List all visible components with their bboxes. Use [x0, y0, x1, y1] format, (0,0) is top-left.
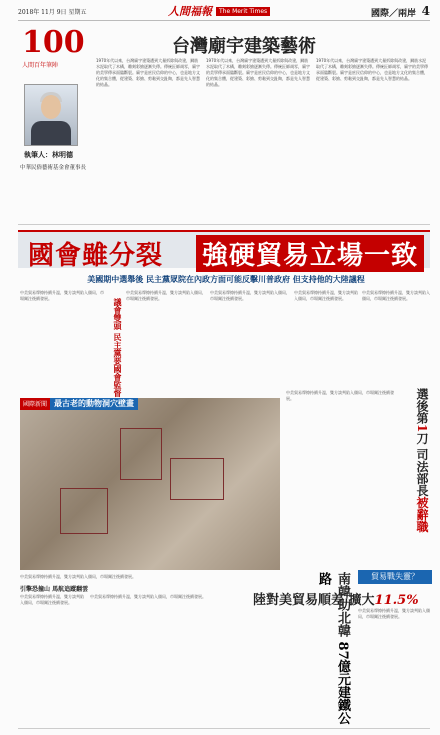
centennial-logo — [22, 25, 86, 80]
banner-left: 國會雖分裂 — [28, 241, 164, 271]
masthead-logo: 人間福報 — [168, 5, 212, 18]
headline-banner — [18, 230, 430, 271]
story-col-5: 中美貿易摩擦持續升溫，雙方談判陷入僵局，市場關注後續發展。 — [362, 290, 430, 301]
photo-tag: 國際新聞 — [20, 398, 50, 410]
logo-number: 100 — [22, 25, 85, 60]
story-col-1: 中美貿易摩擦持續升溫，雙方談判陷入僵局，市場關注後續發展。 — [20, 290, 104, 301]
photo-label — [20, 398, 138, 410]
right-head-a: 選後第 — [415, 388, 429, 424]
author-title: 中華民俗藝術基金會董事長 — [20, 165, 87, 171]
column-body-3: 1970年代以來，台灣廟宇建築遭到大量拆除與改建，鋼筋水泥取代了木構，雕刻彩繪逐漸失傳。傳統匠師凋零，廟宇的美學傳承面臨斷裂。廟宇是庶民信仰的中心，也是地方文化的集合體，從建築、彩繪、剪黏到交趾陶，都是先人智慧的結晶。 — [316, 58, 428, 81]
author-name: 執筆人：林明德 — [24, 151, 73, 159]
banner-right: 強硬貿易立場一致 — [196, 235, 424, 272]
story-col-3: 中美貿易摩擦持續升溫，雙方談判陷入僵局，市場關注後續發展。 — [210, 290, 290, 301]
korea-head-text: 南韓助北韓 — [335, 572, 350, 642]
trade-headline-text: 陸對美貿易順差 擴大 — [253, 593, 375, 608]
column-body-2: 1970年代以來，台灣廟宇建築遭到大量拆除與改建，鋼筋水泥取代了木構，雕刻彩繪逐漸失傳。傳統匠師凋零，廟宇的美學傳承面臨斷裂。廟宇是庶民信仰的中心，也是地方文化的集合體，從建築、彩繪、剪黏到交趾陶，都是先人智慧的結晶。 — [206, 58, 310, 87]
small-story: 中美貿易摩擦持續升溫，雙方談判陷入僵局，市場關注後續發展。 — [20, 594, 84, 605]
right-head-b: 刀 司法部長 — [415, 432, 429, 497]
vertical-headline: 議會雙頭 民主黨要國會監督 — [113, 298, 122, 397]
author-photo — [24, 84, 78, 146]
page-header — [18, 4, 430, 21]
section-label: 國際／兩岸 — [370, 9, 416, 19]
masthead — [168, 4, 270, 18]
divider — [18, 224, 430, 225]
trade-kicker: 貿易戰失靈？ — [358, 570, 432, 584]
trade-percent: 11.5% — [374, 593, 419, 608]
cave-painting-photo — [20, 398, 280, 570]
logo-subtitle: 人間百年筆陣 — [22, 62, 59, 69]
trade-headline — [253, 589, 433, 608]
column-title: 台灣廟宇建築藝術 — [172, 36, 316, 57]
korea-head-amount: 87億元建鐵公路 — [316, 572, 350, 725]
story-col-2: 中美貿易摩擦持續升溫，雙方談判陷入僵局，市場關注後續發展。 — [126, 290, 206, 301]
banner-subhead: 美國期中選舉後 民主黨眾院在內政方面可能反擊川普政府 但支持他的大陸議程 — [87, 275, 365, 284]
right-headline — [405, 388, 431, 533]
photo-caption: 最古老的動物洞穴壁畫 — [50, 398, 138, 410]
story-col-4: 中美貿易摩擦持續升溫，雙方談判陷入僵局，市場關注後續發展。 — [294, 290, 358, 301]
trade-story: 中美貿易摩擦持續升溫，雙方談判陷入僵局，市場關注後續發展。 — [358, 608, 430, 619]
mid-bottom-story: 中美貿易摩擦持續升溫，雙方談判陷入僵局，市場關注後續發展。 — [90, 594, 206, 599]
issue-date: 2018年 11月 9日 星期五 — [18, 9, 87, 16]
right-head-c: 被辭職 — [415, 496, 429, 533]
small-headline: 引擎恐撞山 馬航追蹤翻雲 — [20, 586, 89, 593]
column-body-1: 1970年代以來，台灣廟宇建築遭到大量拆除與改建，鋼筋水泥取代了木構，雕刻彩繪逐漸失傳。傳統匠師凋零，廟宇的美學傳承面臨斷裂。廟宇是庶民信仰的中心，也是地方文化的集合體，從建築、彩繪、剪黏到交趾陶，都是先人智慧的結晶。 — [96, 58, 200, 87]
divider — [18, 728, 430, 729]
right-head-num: 1 — [415, 424, 429, 433]
page-number: 4 — [421, 4, 430, 18]
photo-credit: 中美貿易摩擦持續升溫，雙方談判陷入僵局，市場關注後續發展。 — [20, 574, 136, 579]
right-story: 中美貿易摩擦持續升溫，雙方談判陷入僵局，市場關注後續發展。 — [286, 390, 394, 401]
masthead-badge: The Merit Times — [216, 7, 270, 16]
